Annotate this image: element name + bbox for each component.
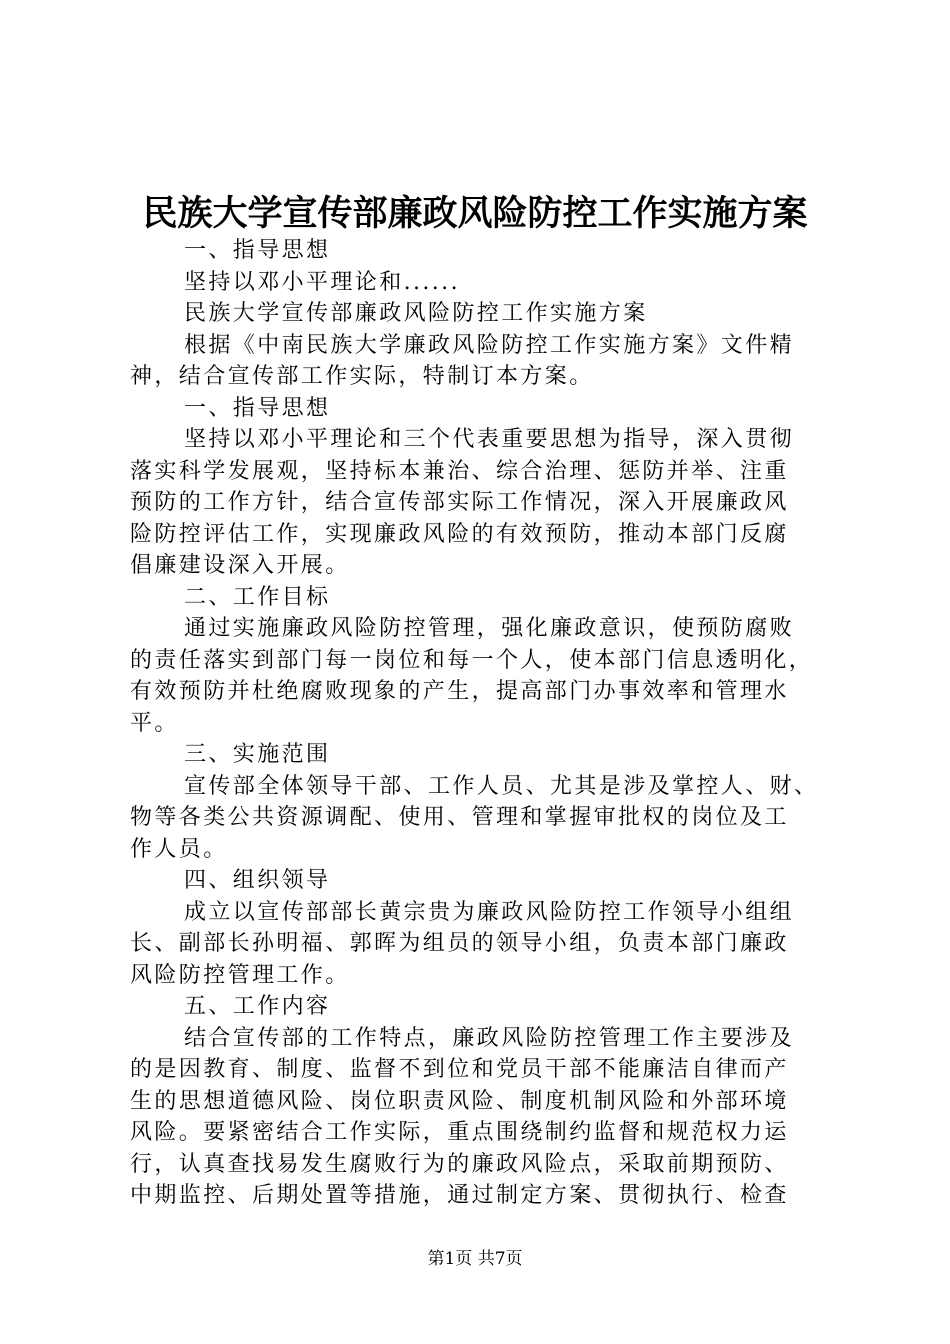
- body-line: 平。: [130, 710, 179, 736]
- body-line: 成立以宣传部部长黄宗贵为廉政风险防控工作领导小组组: [184, 899, 795, 925]
- body-line: 倡廉建设深入开展。: [130, 553, 350, 578]
- body-line: 中期监控、后期处置等措施，通过制定方案、贯彻执行、检查: [130, 1183, 789, 1208]
- body-line: 行，认真查找易发生腐败行为的廉政风险点，采取前期预防、: [130, 1151, 789, 1177]
- body-line: 四、组织领导: [184, 868, 331, 893]
- body-line: 三、实施范围: [184, 742, 331, 767]
- body-line: 的是因教育、制度、监督不到位和党员干部不能廉洁自律而产: [130, 1057, 789, 1082]
- body-line: 根据《中南民族大学廉政风险防控工作实施方案》文件精: [184, 332, 795, 358]
- body-line: 宣传部全体领导干部、工作人员、尤其是涉及掌控人、财、: [184, 773, 819, 799]
- body-line: 险防控评估工作，实现廉政风险的有效预防，推动本部门反腐: [130, 521, 789, 547]
- body-line: 坚持以邓小平理论和三个代表重要思想为指导，深入贯彻: [184, 427, 795, 452]
- body-line: 物等各类公共资源调配、使用、管理和掌握审批权的岗位及工: [130, 805, 789, 830]
- body-line: 坚持以邓小平理论和......: [184, 269, 460, 295]
- body-line: 结合宣传部的工作特点，廉政风险防控管理工作主要涉及: [184, 1025, 795, 1051]
- body-line: 神，结合宣传部工作实际，特制订本方案。: [130, 364, 594, 389]
- body-line: 预防的工作方针，结合宣传部实际工作情况，深入开展廉政风: [130, 490, 789, 515]
- body-line: 一、指导思想: [184, 395, 331, 421]
- body-line: 风险防控管理工作。: [130, 962, 350, 988]
- body-line: 有效预防并杜绝腐败现象的产生，提高部门办事效率和管理水: [130, 679, 789, 704]
- body-line: 一、指导思想: [184, 238, 331, 263]
- body-line: 生的思想道德风险、岗位职责风险、制度机制风险和外部环境: [130, 1088, 789, 1114]
- body-line: 的责任落实到部门每一岗位和每一个人，使本部门信息透明化，: [130, 647, 814, 673]
- body-line: 五、工作内容: [184, 994, 331, 1019]
- body-line: 落实科学发展观，坚持标本兼治、综合治理、惩防并举、注重: [130, 458, 789, 484]
- body-line: 民族大学宣传部廉政风险防控工作实施方案: [184, 301, 648, 326]
- body-line: 二、工作目标: [184, 584, 331, 610]
- page-footer: 第1页 共7页: [427, 1249, 523, 1269]
- body-line: 作人员。: [130, 836, 228, 862]
- body-line: 通过实施廉政风险防控管理，强化廉政意识，使预防腐败: [184, 616, 795, 641]
- document-title: 民族大学宣传部廉政风险防控工作实施方案: [142, 193, 808, 234]
- body-line: 风险。要紧密结合工作实际，重点围绕制约监督和规范权力运: [130, 1120, 789, 1145]
- body-line: 长、副部长孙明福、郭晖为组员的领导小组，负责本部门廉政: [130, 931, 789, 956]
- document-body: [130, 235, 830, 1212]
